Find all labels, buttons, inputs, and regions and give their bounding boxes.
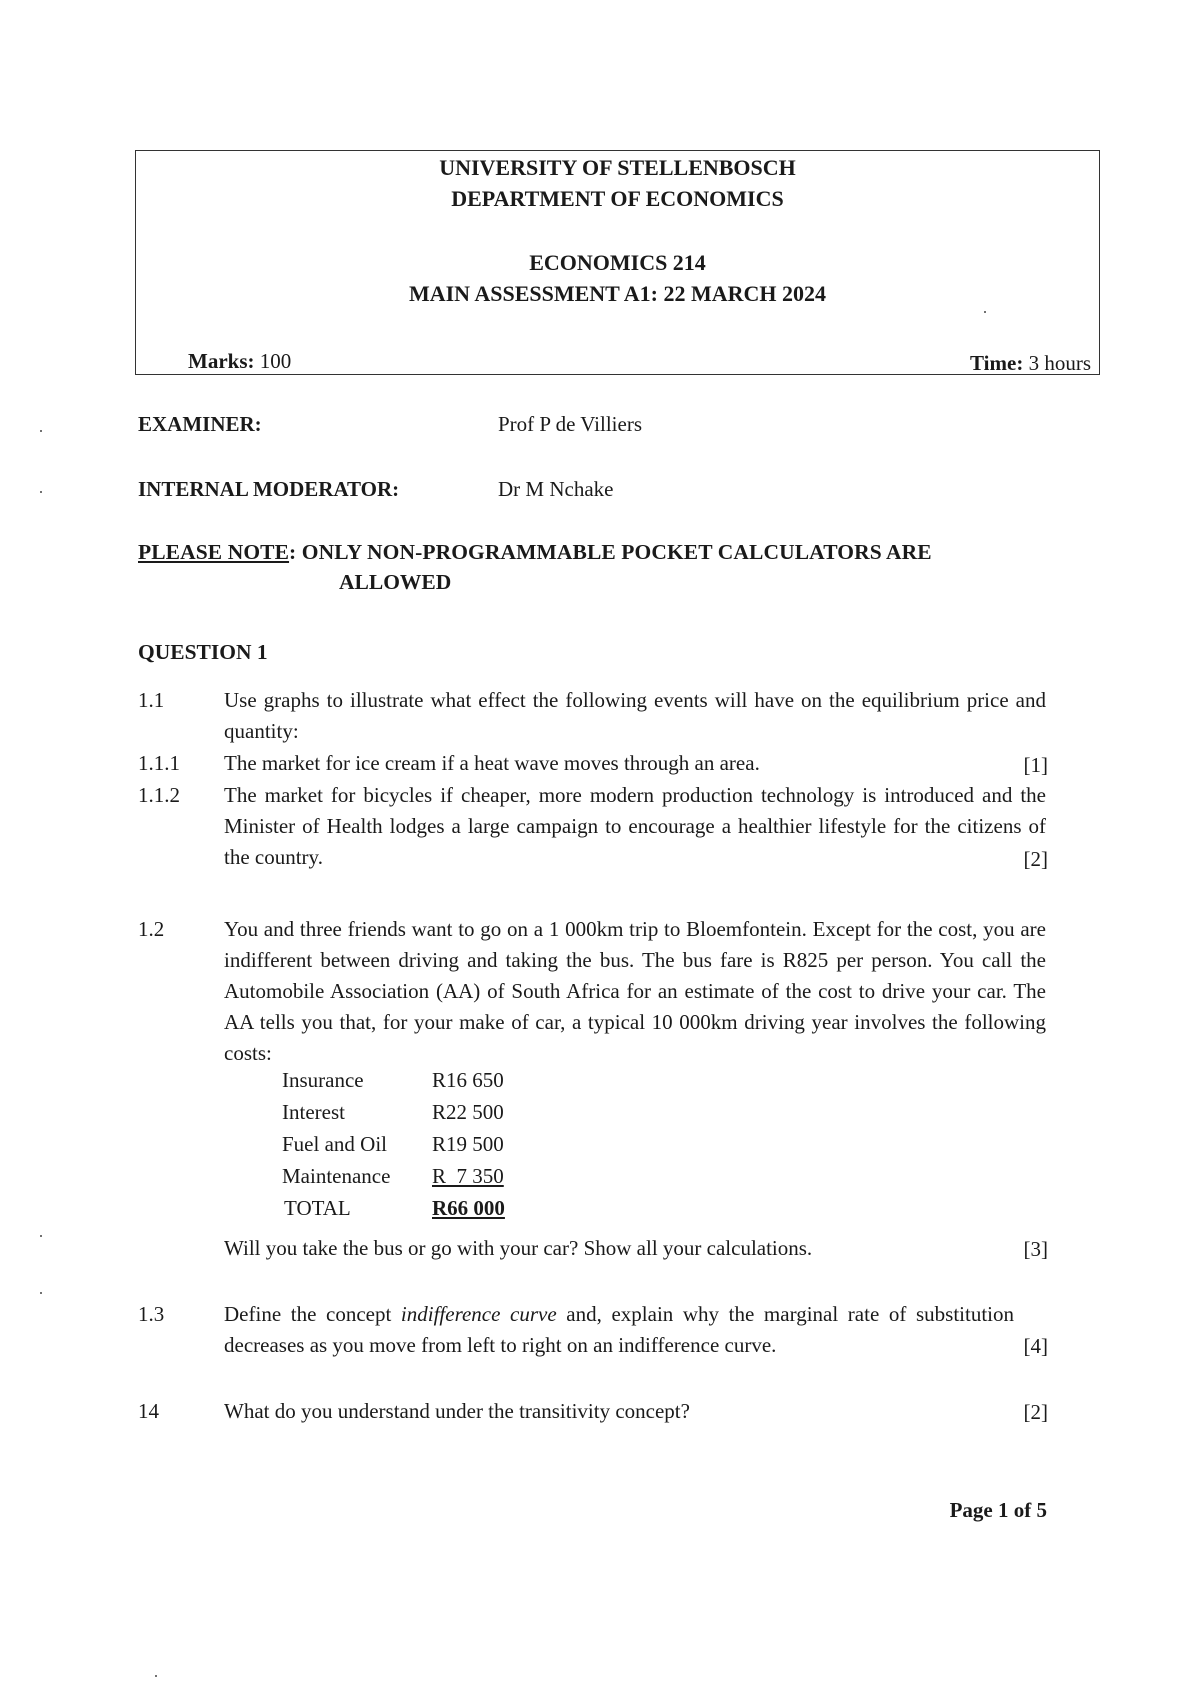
question-title: QUESTION 1 <box>138 640 268 664</box>
cost-item: Maintenance <box>282 1164 391 1188</box>
item-text: What do you understand under the transitivity concept? <box>224 1399 690 1423</box>
cost-total-label: TOTAL <box>284 1196 351 1220</box>
cost-row <box>282 1068 505 1100</box>
item-mark: [2] <box>1023 1400 1048 1424</box>
cost-amount: R 7 350 <box>432 1164 504 1188</box>
item-number: 1.3 <box>138 1302 165 1326</box>
item-number: 1.2 <box>138 917 165 941</box>
scan-speck <box>40 430 42 432</box>
scan-speck <box>155 1675 157 1677</box>
item-number: 1.1.2 <box>138 783 180 807</box>
item-mark: [4] <box>1023 1334 1048 1358</box>
item-question-text: Will you take the bus or go with your car? Show all your calculations. <box>224 1236 813 1260</box>
cost-row <box>282 1100 505 1132</box>
scan-speck <box>40 491 42 493</box>
cost-item: Insurance <box>282 1068 364 1092</box>
note-text-continued: ALLOWED <box>339 570 452 594</box>
course-title: ECONOMICS 214 <box>529 250 706 275</box>
cost-item: Interest <box>282 1100 345 1124</box>
item-number: 14 <box>138 1399 159 1423</box>
item-text: The market for ice cream if a heat wave moves through an area. <box>224 751 760 775</box>
item-number: 1.1 <box>138 688 165 712</box>
item-text: The market for bicycles if cheaper, more modern production technology is introduced and the Minister of Health lodges a large campaign to encourage a healthier lifestyle for the citizens of the country. <box>224 783 1046 869</box>
time-label: Time: <box>970 351 1024 375</box>
item-text: Use graphs to illustrate what effect the following events will have on the equilibrium price and quantity: <box>224 688 1046 743</box>
item-mark: [1] <box>1023 753 1048 777</box>
moderator-name: Dr M Nchake <box>498 477 614 501</box>
university-name: UNIVERSITY OF STELLENBOSCH <box>439 155 796 180</box>
item-text-start: Define the concept <box>224 1302 401 1326</box>
assessment-title: MAIN ASSESSMENT A1: 22 MARCH 2024 <box>408 281 827 306</box>
cost-item: Fuel and Oil <box>282 1132 387 1156</box>
item-number: 1.1.1 <box>138 751 180 775</box>
marks-label: Marks: <box>188 349 255 373</box>
cost-table <box>282 1068 505 1228</box>
calculator-note <box>138 540 1078 565</box>
item-text-end: and, explain why the marginal rate of substitution decreases as you move from left to right on an indifference curve. <box>224 1302 1014 1357</box>
header-box <box>135 150 1100 375</box>
scan-speck <box>40 1235 42 1237</box>
marks-info <box>188 349 291 374</box>
marks-value: 100 <box>259 349 292 373</box>
cost-row <box>282 1164 505 1196</box>
department-name: DEPARTMENT OF ECONOMICS <box>451 186 784 211</box>
cost-total-row <box>282 1196 505 1228</box>
cost-amount: R16 650 <box>432 1068 504 1092</box>
cost-amount: R22 500 <box>432 1100 504 1124</box>
cost-row <box>282 1132 505 1164</box>
scan-speck <box>984 311 986 313</box>
time-info <box>970 351 1091 376</box>
time-value: 3 hours <box>1028 351 1091 375</box>
note-text: : ONLY NON-PROGRAMMABLE POCKET CALCULATORS ARE <box>289 540 932 564</box>
item-text: You and three friends want to go on a 1 000km trip to Bloemfontein. Except for the cost, you are indifferent between driving and taking the bus. The bus fare is R825 per person. You call the Automobile Association (AA) of South Africa for an estimate of the cost to drive your car. The AA tells you that, for your make of car, a typical 10 000km driving year involves the following costs: <box>224 917 1046 1065</box>
examiner-label: EXAMINER: <box>138 412 262 436</box>
cost-amount: R19 500 <box>432 1132 504 1156</box>
moderator-label: INTERNAL MODERATOR: <box>138 477 400 501</box>
cost-total-amount: R66 000 <box>432 1196 505 1220</box>
scan-speck <box>40 1292 42 1294</box>
examiner-name: Prof P de Villiers <box>498 412 642 436</box>
page-number: Page 1 of 5 <box>949 1498 1047 1522</box>
item-mark: [3] <box>1023 1237 1048 1261</box>
item-text <box>224 1299 1014 1361</box>
item-text-term: indifference curve <box>400 1302 557 1326</box>
note-label: PLEASE NOTE <box>138 540 290 564</box>
item-mark: [2] <box>1023 847 1048 871</box>
